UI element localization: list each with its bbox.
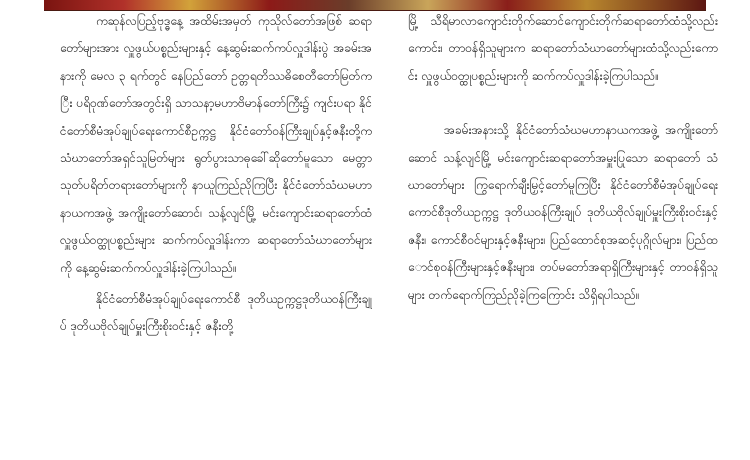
body-paragraph: နိုင်ငံတော်စီမံအုပ်ချုပ်ရေးကောင်စီ ဒုတိယဥက္ကဋ္ဌဒုတိယဝန်ကြီးချုပ် ဒုတိယဗိုလ်ချုပ်မှူးကြီးစိုးဝင်းနှင့် ဇနီးတို့: [60, 292, 372, 334]
body-paragraph: မြို့ သီရိမာလာကျောင်းတိုက်ဆောင်ကျောင်းတိုက်ဆရာတော်ထံသို့လည်းကောင်း၊ တာဝန်ရှိသူများက ဆရာတော်သံဃာတော်များထံသို့လည်းကောင်း လှူဖွယ်ဝတ္ထုပစ္စည်းများကို ဆက်ကပ်လှူဒါန်းခဲ့ကြပါသည်။: [408, 14, 718, 83]
left-column: [60, 0, 372, 460]
body-paragraph: အခမ်းအနားသို့ နိုင်ငံတော်သံဃမဟာနာယကအဖွဲ့ အကျိုးတော်ဆောင် သန့်လျင်မြို့ မင်းကျောင်းဆရာတော်အမှူးပြုသော ဆရာတော် သံဃာတော်များ ကြွရောက်ချီးမြှင့်တော်မူကြပြီး နိုင်ငံတော်စီမံအုပ်ချုပ်ရေးကောင်စီဒုတိယဥက္ကဋ္ဌ ဒုတိယဝန်ကြီးချုပ် ဒုတိယဗိုလ်ချုပ်မှူးကြီးစိုးဝင်းနှင့်ဇနီး၊ ကောင်စီဝင်များနှင့်ဇနီးများ၊ ပြည်ထောင်စုအဆင့်ပုဂ္ဂိုလ်များ၊ ပြည်ထောင်စုဝန်ကြီးများနှင့်ဇနီးများ၊ တပ်မတော်အရာရှိကြီးများနှင့် တာဝန်ရှိသူများ တက်ရောက်ကြည်ညိုခဲ့ကြကြောင်း သိရှိရပါသည်။: [408, 123, 718, 302]
right-column: [408, 0, 718, 460]
body-paragraph: ကဆုန်လပြည့်ဗုဒ္ဓနေ့ အထိမ်းအမှတ် ကုသိုလ်တော်အဖြစ် ဆရာတော်များအား လှူဖွယ်ပစ္စည်းများနှင့် နေ့ဆွမ်းဆက်ကပ်လှူဒါန်းပွဲ အခမ်းအနားကို မေလ ၃ ရက်တွင် နေပြည်တော် ဥတ္တရတိဿဓိစေတီတော်မြတ်ကြီး ပရိဝုဏ်တော်အတွင်းရှိ သာသနာ့မဟာဗိမာန်တော်ကြီး၌ ကျင်းပရာ နိုင်ငံတော်စီမံအုပ်ချုပ်ရေးကောင်စီဥက္ကဋ္ဌ နိုင်ငံတော်ဝန်ကြီးချုပ်နှင့်ဇနီးတို့က သံဃာတော်အရှင်သူမြတ်များ ရွတ်ပွားသာဓုခေါ်ဆိုတော်မူသော မေတ္တာသုတ်ပရိတ်တရားတော်များကို နာယူကြည်ညိုကြပြီး နိုင်ငံတော်သံဃမဟာနာယကအဖွဲ့ အကျိုးတော်ဆောင်၊ သန့်လျင်မြို့ မင်းကျောင်းဆရာတော်ထံ လှူဖွယ်ဝတ္ထုပစ္စည်းများ ဆက်ကပ်လှူဒါန်းကာ ဆရာတော်သံဃာတော်များကို နေ့ဆွမ်းဆက်ကပ်လှူဒါန်းခဲ့ကြပါသည်။: [60, 14, 372, 275]
